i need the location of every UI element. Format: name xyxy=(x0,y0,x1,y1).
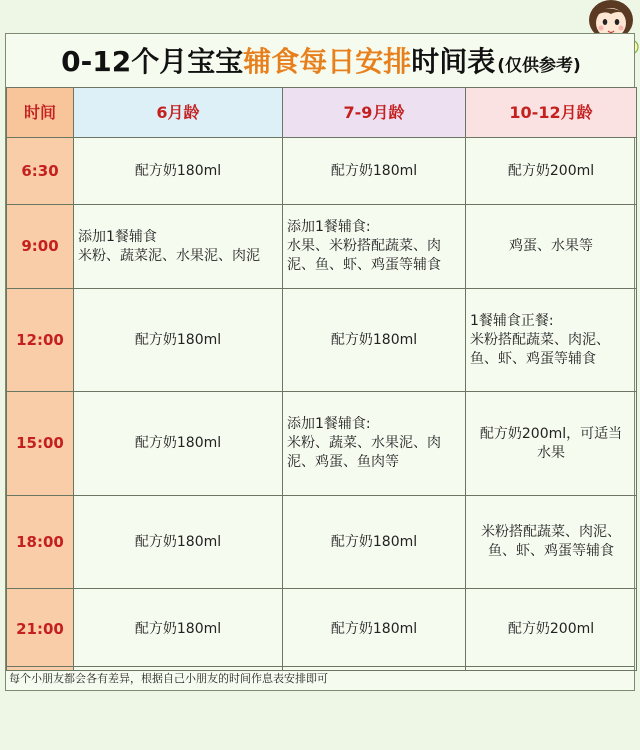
cell-7-9m: 配方奶180ml xyxy=(283,289,466,392)
cell-line: 添加1餐辅食: xyxy=(287,416,371,432)
cell-line: 米粉、蔬菜泥、水果泥、肉泥 xyxy=(78,247,260,264)
footer-note: 每个小朋友都会各有差异，根据自己小朋友的时间作息表安排即可 xyxy=(6,666,634,690)
header-time: 时间 xyxy=(7,88,74,138)
title-part-1: 0-12个月宝宝 xyxy=(61,45,244,78)
cell-6m: 配方奶180ml xyxy=(74,392,283,496)
header-7-9-months: 7-9月龄 xyxy=(283,88,466,138)
cell-7-9m xyxy=(283,392,466,496)
cell-line: 米粉搭配蔬菜、肉泥、 xyxy=(470,331,610,348)
cell-7-9m: 配方奶180ml xyxy=(283,496,466,589)
header-10-12-months: 10-12月龄 xyxy=(466,88,637,138)
title-note: (仅供参考) xyxy=(497,55,581,76)
cell-6m: 配方奶180ml xyxy=(74,589,283,671)
cell-10-12m xyxy=(466,496,637,589)
cell-line: 米粉搭配蔬菜、肉泥、 xyxy=(481,524,621,540)
time-cell: 18:00 xyxy=(7,496,74,589)
header-6-months: 6月龄 xyxy=(74,88,283,138)
cell-10-12m: 配方奶200ml xyxy=(466,138,637,205)
cell-10-12m xyxy=(466,392,637,496)
cell-line: 鱼、虾、鸡蛋等辅食 xyxy=(488,543,614,559)
table-row xyxy=(7,205,637,289)
time-cell: 12:00 xyxy=(7,289,74,392)
time-cell: 9:00 xyxy=(7,205,74,289)
cell-6m xyxy=(74,205,283,289)
cell-line: 添加1餐辅食: xyxy=(287,219,371,235)
schedule-table xyxy=(6,87,637,671)
cell-line: 泥、鸡蛋、鱼肉等 xyxy=(287,454,399,470)
cell-6m: 配方奶180ml xyxy=(74,138,283,205)
cell-line: 水果 xyxy=(537,444,565,461)
cell-line: 水果、米粉搭配蔬菜、肉 xyxy=(287,238,441,254)
time-cell: 21:00 xyxy=(7,589,74,671)
table-row xyxy=(7,289,637,392)
cell-line: 米粉、蔬菜、水果泥、肉 xyxy=(287,435,441,451)
cell-7-9m xyxy=(283,205,466,289)
title-part-2-accent: 辅食每日安排 xyxy=(243,45,412,78)
cell-6m: 配方奶180ml xyxy=(74,289,283,392)
cell-10-12m: 配方奶200ml xyxy=(466,589,637,671)
time-cell: 6:30 xyxy=(7,138,74,205)
cell-10-12m: 鸡蛋、水果等 xyxy=(466,205,637,289)
header-row xyxy=(7,88,637,138)
page-title xyxy=(6,34,636,86)
cell-line: 泥、鱼、虾、鸡蛋等辅食 xyxy=(287,257,441,273)
time-cell: 15:00 xyxy=(7,392,74,496)
table-row xyxy=(7,392,637,496)
schedule-sheet xyxy=(5,33,635,691)
cell-line: 鱼、虾、鸡蛋等辅食 xyxy=(470,350,596,367)
cell-line: 添加1餐辅食 xyxy=(78,228,157,245)
cell-7-9m: 配方奶180ml xyxy=(283,589,466,671)
table-row xyxy=(7,496,637,589)
cell-line: 配方奶200ml，可适当 xyxy=(479,425,623,442)
cell-line: 1餐辅食正餐: xyxy=(470,312,554,329)
cell-6m: 配方奶180ml xyxy=(74,496,283,589)
cell-10-12m xyxy=(466,289,637,392)
table-row xyxy=(7,589,637,671)
cell-7-9m: 配方奶180ml xyxy=(283,138,466,205)
table-row xyxy=(7,138,637,205)
title-part-3: 时间表 xyxy=(411,45,496,78)
